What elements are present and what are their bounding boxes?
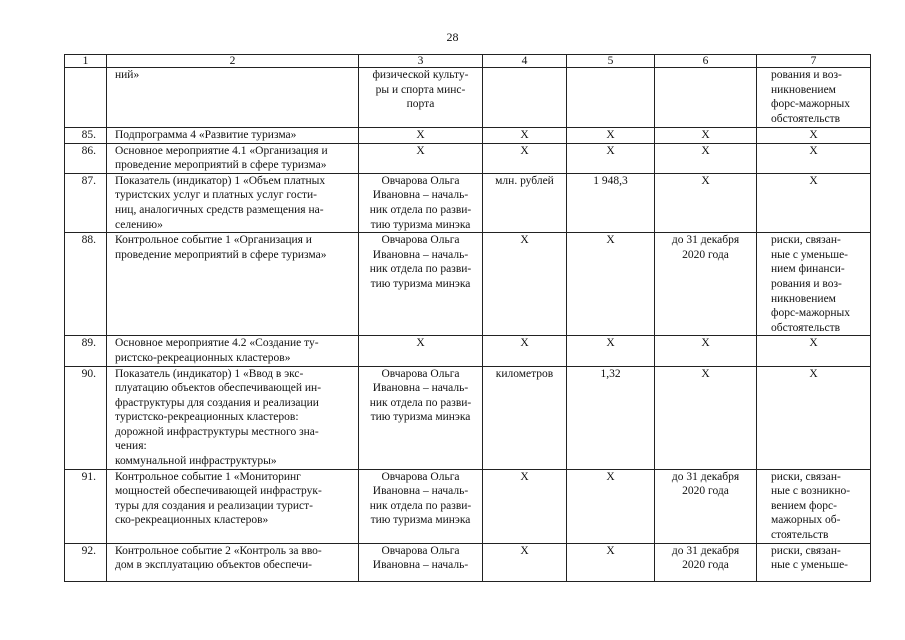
row-value: 1,32 bbox=[567, 366, 655, 469]
row-responsible: X bbox=[359, 128, 483, 144]
row-deadline: X bbox=[655, 128, 757, 144]
row-name: Контрольное событие 2 «Контроль за вво- дом в эксплуатацию объектов обеспечи- bbox=[107, 543, 359, 581]
row-name: Контрольное событие 1 «Организация и проведение мероприятий в сфере туризма» bbox=[107, 233, 359, 336]
page-number: 28 bbox=[446, 30, 459, 44]
row-unit: X bbox=[483, 143, 567, 173]
row-risks: X bbox=[757, 336, 871, 366]
table-row bbox=[65, 143, 871, 173]
row-deadline: X bbox=[655, 336, 757, 366]
row-number: 86. bbox=[65, 143, 107, 173]
row-deadline: X bbox=[655, 366, 757, 469]
row-risks: X bbox=[757, 143, 871, 173]
event-plan-table bbox=[64, 54, 871, 582]
row-deadline: X bbox=[655, 173, 757, 232]
row-risks: X bbox=[757, 366, 871, 469]
row-risks: X bbox=[757, 173, 871, 232]
row-value: X bbox=[567, 143, 655, 173]
table-row bbox=[65, 233, 871, 336]
row-responsible: Овчарова Ольга Ивановна – началь- ник отдела по разви- тию туризма минэка bbox=[359, 233, 483, 336]
row-unit: X bbox=[483, 469, 567, 543]
row-value bbox=[567, 68, 655, 128]
row-responsible: Овчарова Ольга Ивановна – началь- ник отдела по разви- тию туризма минэка bbox=[359, 366, 483, 469]
row-value: 1 948,3 bbox=[567, 173, 655, 232]
row-responsible: физической культу- ры и спорта минс- порта bbox=[359, 68, 483, 128]
row-number bbox=[65, 68, 107, 128]
row-deadline: до 31 декабря 2020 года bbox=[655, 543, 757, 581]
column-header-1: 1 bbox=[65, 55, 107, 68]
row-value: X bbox=[567, 336, 655, 366]
table-row bbox=[65, 543, 871, 581]
row-value: X bbox=[567, 233, 655, 336]
row-number: 88. bbox=[65, 233, 107, 336]
row-deadline bbox=[655, 68, 757, 128]
row-value: X bbox=[567, 469, 655, 543]
row-number: 87. bbox=[65, 173, 107, 232]
table-row bbox=[65, 336, 871, 366]
row-risks: риски, связан- ные с уменьше- bbox=[757, 543, 871, 581]
row-responsible: X bbox=[359, 143, 483, 173]
row-risks: X bbox=[757, 128, 871, 144]
row-number: 92. bbox=[65, 543, 107, 581]
row-value: X bbox=[567, 128, 655, 144]
row-name: Контрольное событие 1 «Мониторинг мощностей обеспечивающей инфраструк- туры для создания и реализации турист- ско-рекреационных кластеров» bbox=[107, 469, 359, 543]
row-unit: X bbox=[483, 336, 567, 366]
column-header-5: 5 bbox=[567, 55, 655, 68]
column-header-3: 3 bbox=[359, 55, 483, 68]
column-header-2: 2 bbox=[107, 55, 359, 68]
column-header-7: 7 bbox=[757, 55, 871, 68]
row-responsible: Овчарова Ольга Ивановна – началь- ник отдела по разви- тию туризма минэка bbox=[359, 173, 483, 232]
row-responsible: X bbox=[359, 336, 483, 366]
row-number: 91. bbox=[65, 469, 107, 543]
column-header-6: 6 bbox=[655, 55, 757, 68]
row-deadline: до 31 декабря 2020 года bbox=[655, 469, 757, 543]
row-deadline: X bbox=[655, 143, 757, 173]
row-unit: километров bbox=[483, 366, 567, 469]
row-name: Показатель (индикатор) 1 «Объем платных туристских услуг и платных услуг гости- ниц, аналогичных средств размещения на- селению» bbox=[107, 173, 359, 232]
table-row bbox=[65, 68, 871, 128]
column-header-4: 4 bbox=[483, 55, 567, 68]
row-unit: X bbox=[483, 128, 567, 144]
row-unit: X bbox=[483, 543, 567, 581]
row-unit: млн. рублей bbox=[483, 173, 567, 232]
row-risks: риски, связан- ные с уменьше- нием финанси- рования и воз- никновением форс-мажорных обстоятельств bbox=[757, 233, 871, 336]
row-name: Основное мероприятие 4.2 «Создание ту- ристско-рекреационных кластеров» bbox=[107, 336, 359, 366]
row-name: Показатель (индикатор) 1 «Ввод в экс- плуатацию объектов обеспечивающей ин- фраструктуры для создания и реализации туристско-рекреационных кластеров: дорожной инфраструктуры местного зна- чения: коммунальной инфраструктуры» bbox=[107, 366, 359, 469]
row-value: X bbox=[567, 543, 655, 581]
row-name: Подпрограмма 4 «Развитие туризма» bbox=[107, 128, 359, 144]
row-number: 90. bbox=[65, 366, 107, 469]
row-responsible: Овчарова Ольга Ивановна – началь- bbox=[359, 543, 483, 581]
row-deadline: до 31 декабря 2020 года bbox=[655, 233, 757, 336]
table-row bbox=[65, 173, 871, 232]
row-risks: риски, связан- ные с возникно- вением форс- мажорных об- стоятельств bbox=[757, 469, 871, 543]
row-number: 89. bbox=[65, 336, 107, 366]
row-unit bbox=[483, 68, 567, 128]
row-number: 85. bbox=[65, 128, 107, 144]
table-row bbox=[65, 366, 871, 469]
row-name: ний» bbox=[107, 68, 359, 128]
row-responsible: Овчарова Ольга Ивановна – началь- ник отдела по разви- тию туризма минэка bbox=[359, 469, 483, 543]
header-row bbox=[65, 55, 871, 68]
row-name: Основное мероприятие 4.1 «Организация и проведение мероприятий в сфере туризма» bbox=[107, 143, 359, 173]
table-row bbox=[65, 469, 871, 543]
table-row bbox=[65, 128, 871, 144]
row-unit: X bbox=[483, 233, 567, 336]
row-risks: рования и воз- никновением форс-мажорных обстоятельств bbox=[757, 68, 871, 128]
